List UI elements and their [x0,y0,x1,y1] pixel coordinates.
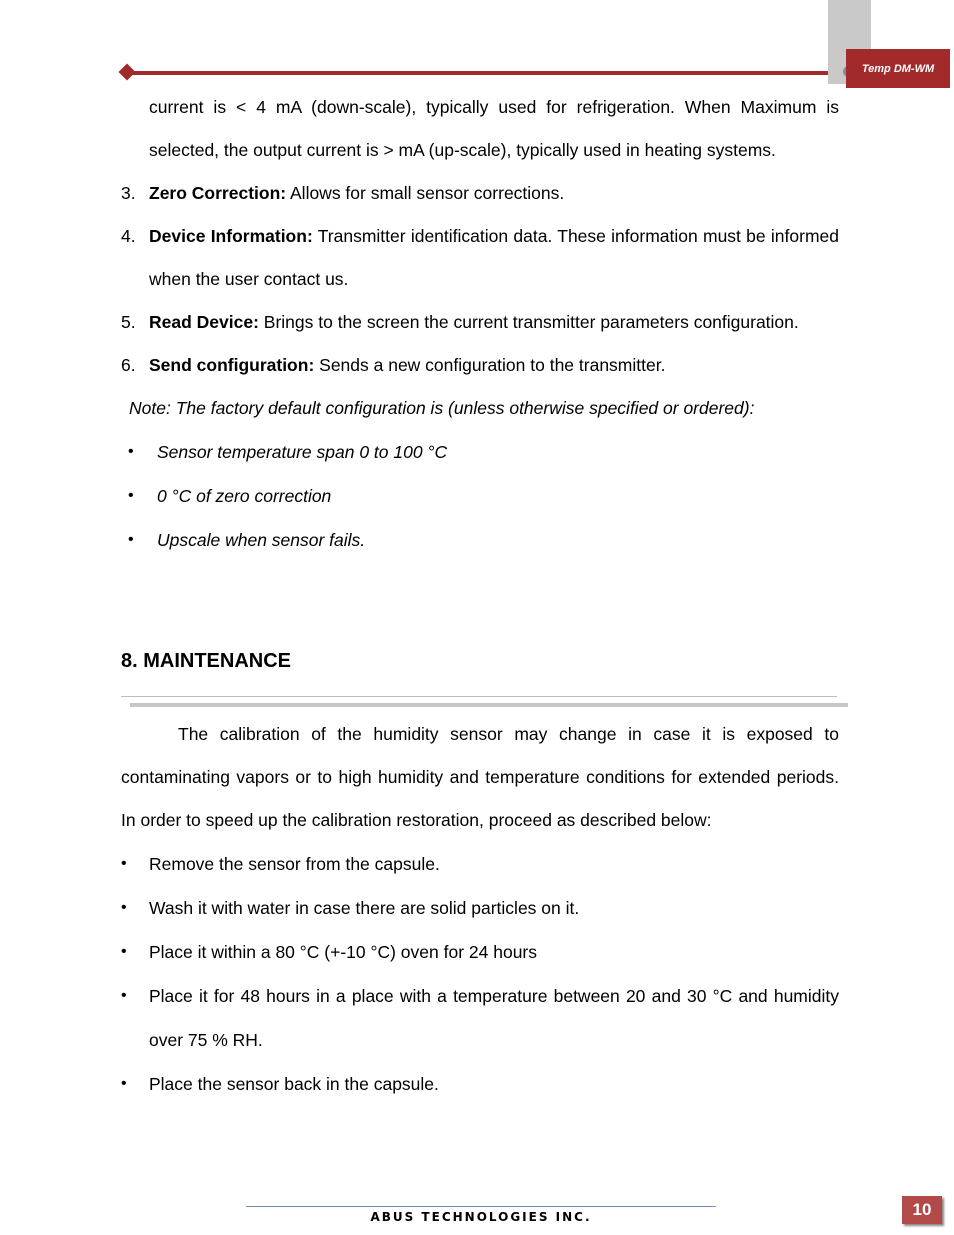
list-item [121,518,839,562]
bullet-icon: • [121,855,127,872]
list-item [121,474,839,518]
list-item-number: 4. [121,226,136,246]
list-item [121,842,839,886]
section-divider [121,696,837,697]
list-item-text: Upscale when sensor fails. [157,530,366,550]
maintenance-content [121,713,839,1106]
bullet-icon: • [121,987,127,1004]
bullet-icon: • [128,487,134,504]
list-item [121,974,839,1062]
list-item [121,430,839,474]
list-item [121,1062,839,1106]
list-item-term: Send configuration: [149,355,315,375]
header-document-label: Temp DM-WM [846,49,950,88]
maintenance-steps-list [121,842,839,1106]
list-item [121,886,839,930]
header-rule [128,71,828,75]
list-item-send-configuration [121,344,839,387]
list-item-term: Zero Correction: [149,183,287,203]
list-item-text: Remove the sensor from the capsule. [149,854,440,874]
list-item-number: 3. [121,183,136,203]
list-item-text: Sends a new configuration to the transmitter. [314,355,666,375]
list-continuation: current is < 4 mA (down-scale), typically used for refrigeration. When Maximum is selected, the output current is > mA (up-scale), typically used in heating systems. [149,97,839,160]
list-item-text: Place the sensor back in the capsule. [149,1074,439,1094]
list-item-text: Place it within a 80 °C (+-10 °C) oven for 24 hours [149,942,537,962]
list-item-text: Allows for small sensor corrections. [286,183,565,203]
list-item-text: Wash it with water in case there are solid particles on it. [149,898,580,918]
footer-company-name: ABUS TECHNOLOGIES INC. [370,1210,592,1224]
list-item [121,930,839,974]
section-heading: 8. MAINTENANCE [121,650,292,672]
list-item-zero-correction [121,172,839,215]
top-content [121,86,839,562]
list-item-term: Device Information: [149,226,313,246]
list-item-text: 0 °C of zero correction [157,486,332,506]
list-item-term: Read Device: [149,312,259,332]
list-item-number: 5. [121,312,136,332]
list-item-text: Brings to the screen the current transmitter parameters configuration. [258,312,799,332]
list-item-text: Place it for 48 hours in a place with a temperature between 20 and 30 °C and humidity over 75 % RH. [149,986,839,1050]
section-divider-shadow [130,703,848,707]
list-item-read-device [121,301,839,344]
list-item-text: Sensor temperature span 0 to 100 °C [157,442,448,462]
bullet-icon: • [121,943,127,960]
list-item-text: Transmitter identification data. These information must be informed when the user contact us. [149,226,840,289]
list-item-device-information [121,215,839,301]
factory-default-note: Note: The factory default configuration is (unless otherwise specified or ordered): [129,398,755,418]
note-bullet-list [121,430,839,562]
list-item-number: 6. [121,355,136,375]
bullet-icon: • [128,531,134,548]
maintenance-paragraph: The calibration of the humidity sensor may change in case it is exposed to contaminating vapors or to high humidity and temperature conditions for extended periods. In order to speed up the calibration restoration, proceed as described below: [121,724,839,830]
bullet-icon: • [121,899,127,916]
page-number: 10 [902,1196,942,1224]
footer-rule [246,1206,716,1207]
bullet-icon: • [121,1075,127,1092]
bullet-icon: • [128,443,134,460]
